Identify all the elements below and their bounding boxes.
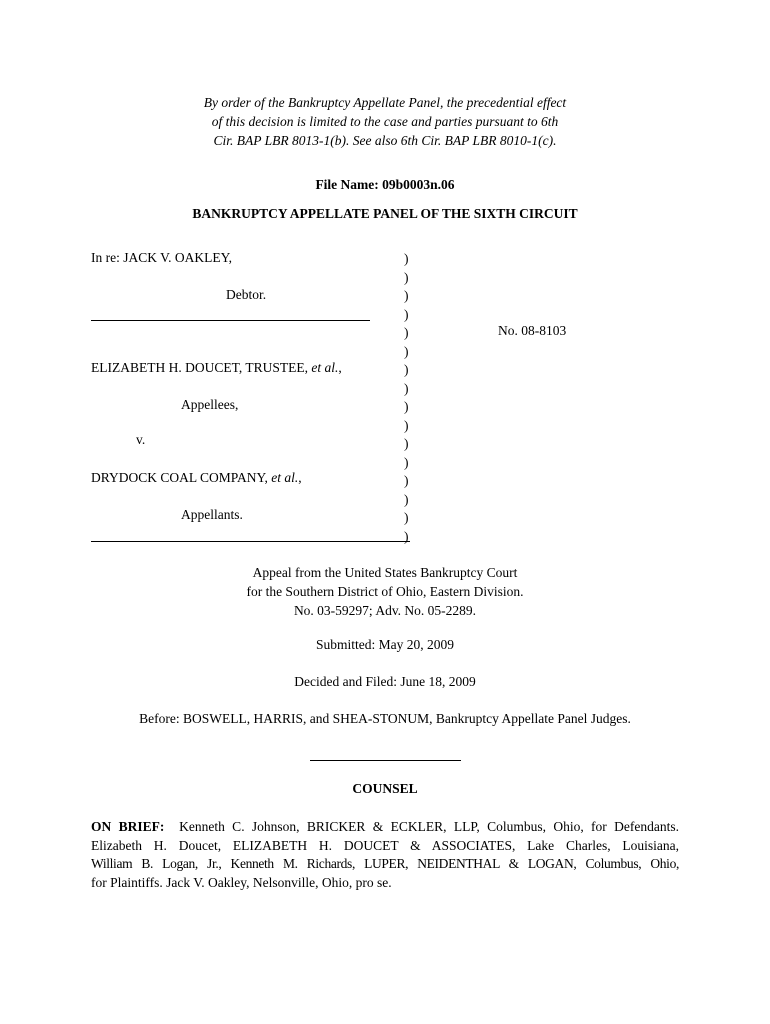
paren: )	[404, 491, 409, 507]
caption-appellees: Appellees,	[181, 397, 239, 412]
paren: )	[404, 343, 409, 359]
caption-divider	[91, 320, 370, 321]
decided-date: Decided and Filed: June 18, 2009	[294, 674, 476, 689]
brief-label: ON BRIEF:	[91, 819, 165, 834]
precedential-notice	[0, 93, 770, 150]
caption-bottom-rule	[91, 541, 410, 542]
paren: )	[404, 288, 409, 303]
caption-appellant	[91, 470, 302, 486]
brief-line: Elizabeth H. Doucet, ELIZABETH H. DOUCET & ASSOCIATES, Lake Charles, Louisiana,	[91, 837, 679, 853]
paren: )	[404, 473, 409, 488]
notice-line: Cir. BAP LBR 8013-1(b). See also 6th Cir. BAP LBR 8010-1(c).	[213, 133, 557, 148]
brief-line: William B. Logan, Jr., Kenneth M. Richards, LUPER, NEIDENTHAL & LOGAN, Columbus, Ohio,	[91, 856, 679, 871]
panel-judges: Before: BOSWELL, HARRIS, and SHEA-STONUM, Bankruptcy Appellate Panel Judges.	[139, 711, 631, 726]
paren: )	[404, 325, 409, 340]
caption-versus: v.	[136, 432, 146, 447]
notice-line: of this decision is limited to the case and parties pursuant to 6th	[211, 114, 559, 129]
caption-parentheses	[404, 250, 418, 546]
paren: )	[404, 436, 409, 451]
notice-line: By order of the Bankruptcy Appellate Panel, the precedential effect	[203, 95, 567, 110]
paren: )	[404, 380, 409, 396]
counsel-brief	[91, 818, 679, 892]
paren: )	[404, 306, 409, 322]
brief-line: for Plaintiffs. Jack V. Oakley, Nelsonville, Ohio, pro se.	[91, 874, 392, 890]
appeal-line: Appeal from the United States Bankruptcy Court	[252, 565, 518, 580]
paren: )	[404, 269, 409, 285]
appellant-et-al: et al.	[271, 470, 299, 485]
appellee-name: ELIZABETH H. DOUCET, TRUSTEE,	[91, 360, 312, 375]
paren: )	[404, 399, 409, 414]
paren: )	[404, 251, 409, 266]
appellant-name: DRYDOCK COAL COMPANY,	[91, 470, 272, 485]
appellee-et-al: et al.	[311, 360, 339, 375]
docket-number: No. 08-8103	[498, 323, 567, 338]
paren: )	[404, 528, 409, 544]
section-divider	[310, 760, 461, 761]
court-heading: BANKRUPTCY APPELLATE PANEL OF THE SIXTH CIRCUIT	[192, 206, 578, 221]
appeal-line: No. 03-59297; Adv. No. 05-2289.	[293, 603, 477, 618]
appellee-suffix: ,	[338, 360, 342, 375]
paren: )	[404, 510, 409, 525]
file-name: File Name: 09b0003n.06	[315, 177, 455, 192]
caption-appellants: Appellants.	[181, 507, 243, 522]
brief-text: Kenneth C. Johnson, BRICKER & ECKLER, LLP, Columbus, Ohio, for Defendants.	[179, 819, 680, 834]
caption-in-re: In re: JACK V. OAKLEY,	[91, 250, 233, 265]
paren: )	[404, 417, 409, 433]
submitted-date: Submitted: May 20, 2009	[316, 637, 454, 652]
paren: )	[404, 362, 409, 377]
appellant-suffix: ,	[298, 470, 302, 485]
caption-appellee	[91, 360, 342, 376]
counsel-heading: COUNSEL	[352, 781, 418, 796]
caption-debtor: Debtor.	[226, 287, 267, 302]
appeal-from	[0, 563, 770, 620]
appeal-line: for the Southern District of Ohio, Eastern Division.	[246, 584, 524, 599]
paren: )	[404, 454, 409, 470]
brief-line	[91, 818, 679, 837]
